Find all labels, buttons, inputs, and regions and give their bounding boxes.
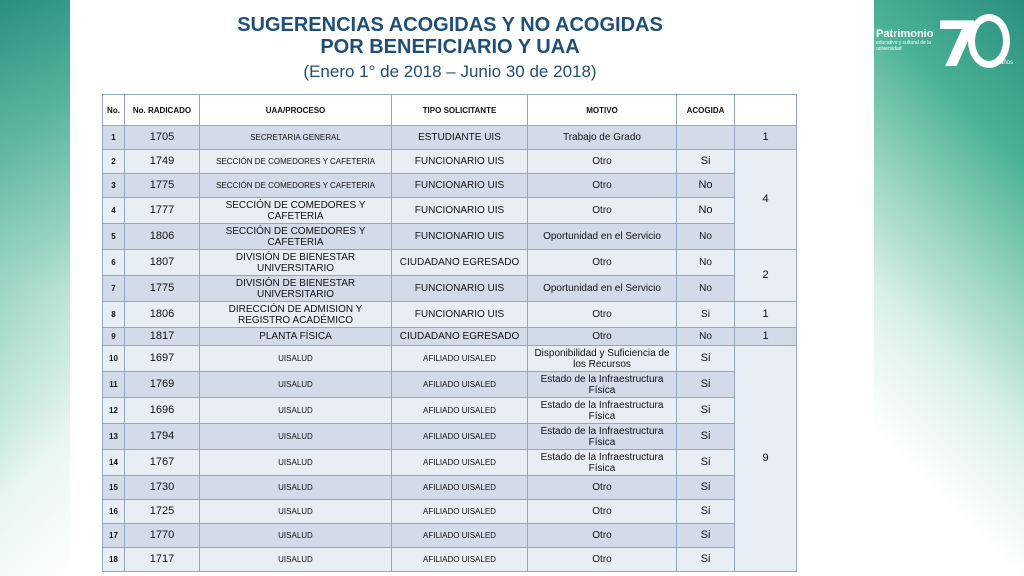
cell-motivo: Otro [528, 198, 677, 224]
cell-tipo: CIUDADANO EGRESADO [392, 250, 528, 276]
cell-uaa: SECRETARIA GENERAL [200, 126, 392, 150]
table-header-row [103, 95, 797, 126]
cell-no: 7 [103, 276, 125, 302]
cell-radicado: 1817 [125, 328, 200, 346]
cell-tipo: FUNCIONARIO UIS [392, 302, 528, 328]
cell-acogida: Si [677, 398, 735, 424]
cell-no: 8 [103, 302, 125, 328]
cell-no: 9 [103, 328, 125, 346]
cell-uaa: SECCIÓN DE COMEDORES Y CAFETERIA [200, 150, 392, 174]
cell-total: 2 [735, 250, 797, 302]
header-tipo: TIPO SOLICITANTE [392, 95, 528, 126]
cell-radicado: 1697 [125, 346, 200, 372]
title-date-range: (Enero 1° de 2018 – Junio 30 de 2018) [303, 62, 597, 81]
cell-acogida: Si [677, 476, 735, 500]
cell-acogida: No [677, 276, 735, 302]
table-row [103, 276, 797, 302]
table-row [103, 346, 797, 372]
cell-acogida: No [677, 328, 735, 346]
cell-radicado: 1806 [125, 302, 200, 328]
cell-acogida: Si [677, 524, 735, 548]
table-row [103, 424, 797, 450]
cell-radicado: 1770 [125, 524, 200, 548]
cell-tipo: FUNCIONARIO UIS [392, 150, 528, 174]
cell-total: 1 [735, 126, 797, 150]
cell-no: 10 [103, 346, 125, 372]
cell-radicado: 1730 [125, 476, 200, 500]
cell-motivo: Otro [528, 302, 677, 328]
cell-tipo: AFILIADO UISALED [392, 500, 528, 524]
cell-motivo: Estado de la Infraestructura Física [528, 372, 677, 398]
header-no: No. [103, 95, 125, 126]
cell-radicado: 1806 [125, 224, 200, 250]
cell-uaa: UISALUD [200, 372, 392, 398]
cell-no: 3 [103, 174, 125, 198]
logo-years: años [1000, 60, 1014, 66]
logo-text [876, 28, 936, 52]
cell-uaa: DIRECCIÓN DE ADMISION Y REGISTRO ACADÉMICO [200, 302, 392, 328]
cell-acogida: Si [677, 500, 735, 524]
table-row [103, 150, 797, 174]
table-row [103, 126, 797, 150]
cell-uaa: DIVISIÓN DE BIENESTAR UNIVERSITARIO [200, 250, 392, 276]
cell-tipo: AFILIADO UISALED [392, 372, 528, 398]
cell-no: 14 [103, 450, 125, 476]
cell-uaa: SECCIÓN DE COMEDORES Y CAFETERIA [200, 198, 392, 224]
cell-radicado: 1807 [125, 250, 200, 276]
header-acogida: ACOGIDA [677, 95, 735, 126]
cell-no: 4 [103, 198, 125, 224]
header-radicado: No. RADICADO [125, 95, 200, 126]
cell-tipo: AFILIADO UISALED [392, 424, 528, 450]
title-line-2: POR BENEFICIARIO Y UAA [320, 36, 580, 58]
cell-acogida: Si [677, 372, 735, 398]
table-row [103, 174, 797, 198]
logo-patrimonio: Patrimonio [876, 28, 934, 40]
cell-radicado: 1749 [125, 150, 200, 174]
cell-uaa: SECCIÓN DE COMEDORES Y CAFETERIA [200, 224, 392, 250]
header-motivo: MOTIVO [528, 95, 677, 126]
cell-acogida: No [677, 174, 735, 198]
table-row [103, 524, 797, 548]
cell-uaa: PLANTA FÍSICA [200, 328, 392, 346]
cell-motivo: Otro [528, 174, 677, 198]
cell-motivo: Otro [528, 150, 677, 174]
cell-motivo: Otro [528, 500, 677, 524]
cell-radicado: 1767 [125, 450, 200, 476]
table-row [103, 398, 797, 424]
cell-motivo: Otro [528, 476, 677, 500]
cell-motivo: Trabajo de Grado [528, 126, 677, 150]
cell-no: 16 [103, 500, 125, 524]
cell-motivo: Otro [528, 524, 677, 548]
cell-uaa: SECCIÓN DE COMEDORES Y CAFETERIA [200, 174, 392, 198]
cell-motivo: Otro [528, 328, 677, 346]
table-row [103, 198, 797, 224]
cell-total: 1 [735, 302, 797, 328]
cell-uaa: UISALUD [200, 424, 392, 450]
cell-total: 1 [735, 328, 797, 346]
table-row [103, 302, 797, 328]
cell-acogida: No [677, 198, 735, 224]
cell-uaa: UISALUD [200, 346, 392, 372]
cell-radicado: 1705 [125, 126, 200, 150]
cell-uaa: UISALUD [200, 524, 392, 548]
suggestions-table [102, 94, 797, 572]
cell-radicado: 1769 [125, 372, 200, 398]
logo-tagline: educativo y cultural de la universidad [876, 40, 932, 52]
table-row [103, 500, 797, 524]
cell-uaa: DIVISIÓN DE BIENESTAR UNIVERSITARIO [200, 276, 392, 302]
table-row [103, 548, 797, 572]
cell-tipo: FUNCIONARIO UIS [392, 174, 528, 198]
cell-acogida: Si [677, 302, 735, 328]
cell-acogida [677, 126, 735, 150]
hashtag: #LaUISqueQueremos [948, 563, 1016, 570]
cell-tipo: FUNCIONARIO UIS [392, 224, 528, 250]
page-title [180, 14, 720, 84]
cell-tipo: FUNCIONARIO UIS [392, 276, 528, 302]
cell-motivo: Estado de la Infraestructura Física [528, 398, 677, 424]
table-row [103, 250, 797, 276]
cell-motivo: Estado de la Infraestructura Física [528, 424, 677, 450]
logo-seven: 7 [936, 8, 980, 81]
cell-no: 15 [103, 476, 125, 500]
cell-no: 17 [103, 524, 125, 548]
table-row [103, 476, 797, 500]
header-uaa: UAA/PROCESO [200, 95, 392, 126]
cell-no: 13 [103, 424, 125, 450]
left-decorative-band [0, 0, 70, 576]
cell-no: 12 [103, 398, 125, 424]
header-total [735, 95, 797, 126]
right-decorative-band [874, 0, 1024, 576]
cell-acogida: Si [677, 548, 735, 572]
cell-no: 6 [103, 250, 125, 276]
cell-radicado: 1775 [125, 276, 200, 302]
cell-uaa: UISALUD [200, 398, 392, 424]
cell-tipo: AFILIADO UISALED [392, 476, 528, 500]
cell-no: 18 [103, 548, 125, 572]
cell-radicado: 1794 [125, 424, 200, 450]
cell-acogida: Si [677, 424, 735, 450]
cell-acogida: No [677, 250, 735, 276]
table-row [103, 372, 797, 398]
cell-total: 4 [735, 150, 797, 250]
title-line-1: SUGERENCIAS ACOGIDAS Y NO ACOGIDAS [237, 14, 663, 36]
cell-tipo: AFILIADO UISALED [392, 524, 528, 548]
cell-motivo: Disponibilidad y Suficiencia de los Recursos [528, 346, 677, 372]
cell-no: 1 [103, 126, 125, 150]
cell-motivo: Otro [528, 548, 677, 572]
table-row [103, 450, 797, 476]
table-row [103, 224, 797, 250]
cell-tipo: AFILIADO UISALED [392, 450, 528, 476]
cell-radicado: 1696 [125, 398, 200, 424]
cell-uaa: UISALUD [200, 450, 392, 476]
cell-acogida: Si [677, 150, 735, 174]
cell-motivo: Oportunidad en el Servicio [528, 224, 677, 250]
cell-tipo: FUNCIONARIO UIS [392, 198, 528, 224]
table-row [103, 328, 797, 346]
cell-tipo: AFILIADO UISALED [392, 398, 528, 424]
cell-radicado: 1717 [125, 548, 200, 572]
cell-radicado: 1725 [125, 500, 200, 524]
cell-uaa: UISALUD [200, 476, 392, 500]
uis-70-years-logo [868, 4, 1016, 84]
cell-total: 9 [735, 346, 797, 572]
cell-tipo: CIUDADANO EGRESADO [392, 328, 528, 346]
cell-uaa: UISALUD [200, 548, 392, 572]
cell-uaa: UISALUD [200, 500, 392, 524]
cell-acogida: Si [677, 450, 735, 476]
cell-acogida: Si [677, 346, 735, 372]
cell-motivo: Otro [528, 250, 677, 276]
cell-acogida: No [677, 224, 735, 250]
cell-radicado: 1777 [125, 198, 200, 224]
cell-tipo: AFILIADO UISALED [392, 548, 528, 572]
cell-tipo: AFILIADO UISALED [392, 346, 528, 372]
cell-motivo: Oportunidad en el Servicio [528, 276, 677, 302]
cell-no: 5 [103, 224, 125, 250]
cell-tipo: ESTUDIANTE UIS [392, 126, 528, 150]
cell-radicado: 1775 [125, 174, 200, 198]
cell-no: 2 [103, 150, 125, 174]
cell-no: 11 [103, 372, 125, 398]
cell-motivo: Estado de la Infraestructura Física [528, 450, 677, 476]
